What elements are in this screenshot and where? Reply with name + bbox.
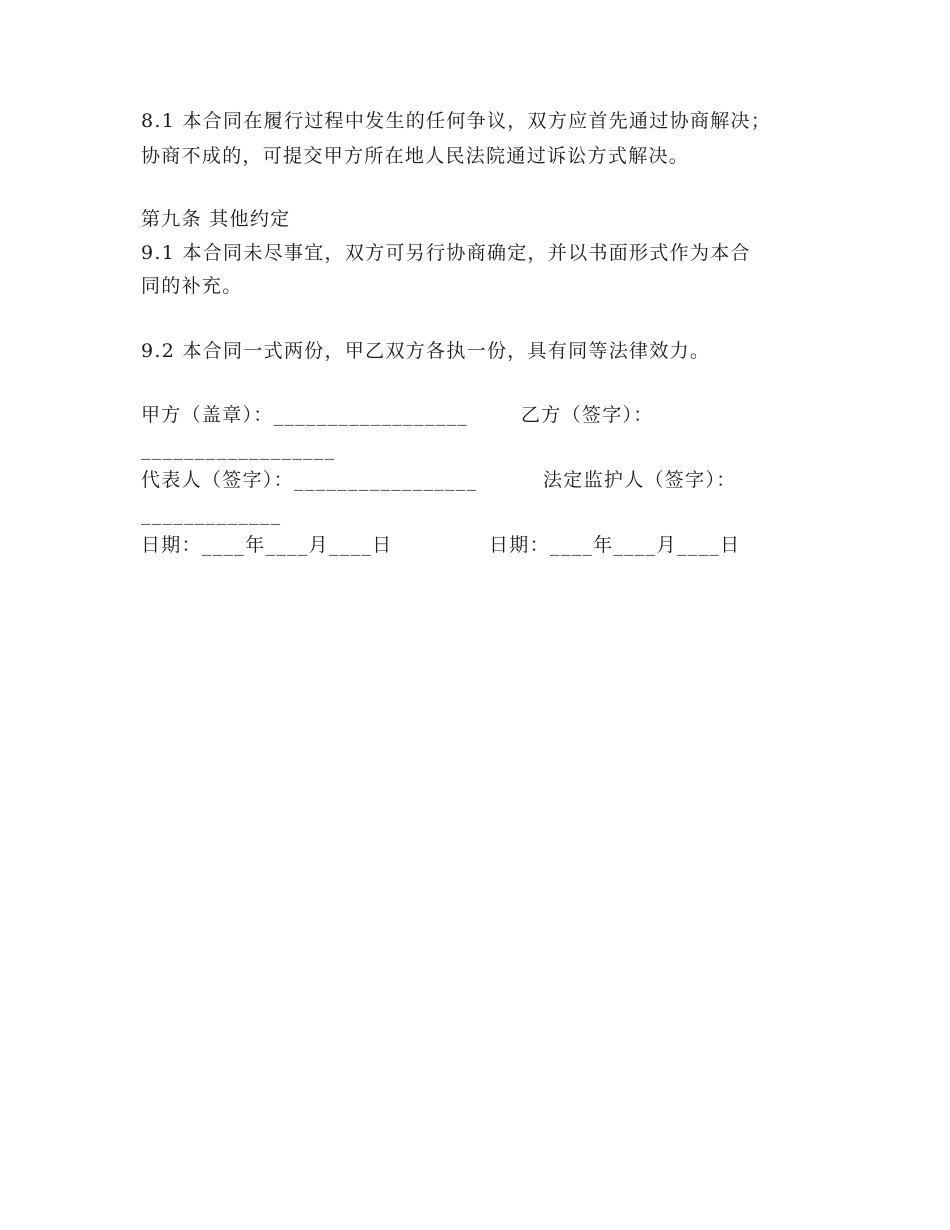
guardian-signature-label: 法定监护人（签字）：: [543, 469, 737, 491]
representative-signature-line: 代表人（签字）：_________________: [141, 469, 478, 491]
clause-9-1-line-2: 同的补充。: [141, 275, 243, 297]
guardian-signature-blank: _____________: [141, 503, 282, 525]
clause-9-2: 9.2 本合同一式两份，甲乙双方各执一份，具有同等法律效力。: [141, 340, 711, 362]
party-a-signature-line: 甲方（盖章）：__________________: [141, 404, 469, 426]
party-a-date-line: 日期：____年____月____日: [141, 534, 393, 556]
clause-8-1-line-1: 8.1 本合同在履行过程中发生的任何争议，双方应首先通过协商解决；: [141, 110, 772, 132]
party-b-signature-label: 乙方（签字）：: [521, 404, 654, 426]
party-b-date-line: 日期：____年____月____日: [489, 534, 741, 556]
clause-9-1-line-1: 9.1 本合同未尽事宜，双方可另行协商确定，并以书面形式作为本合: [141, 242, 751, 264]
party-b-signature-blank: __________________: [141, 438, 336, 460]
clause-8-1-line-2: 协商不成的，可提交甲方所在地人民法院通过诉讼方式解决。: [141, 145, 690, 167]
clause-9-heading: 第九条 其他约定: [141, 208, 291, 230]
